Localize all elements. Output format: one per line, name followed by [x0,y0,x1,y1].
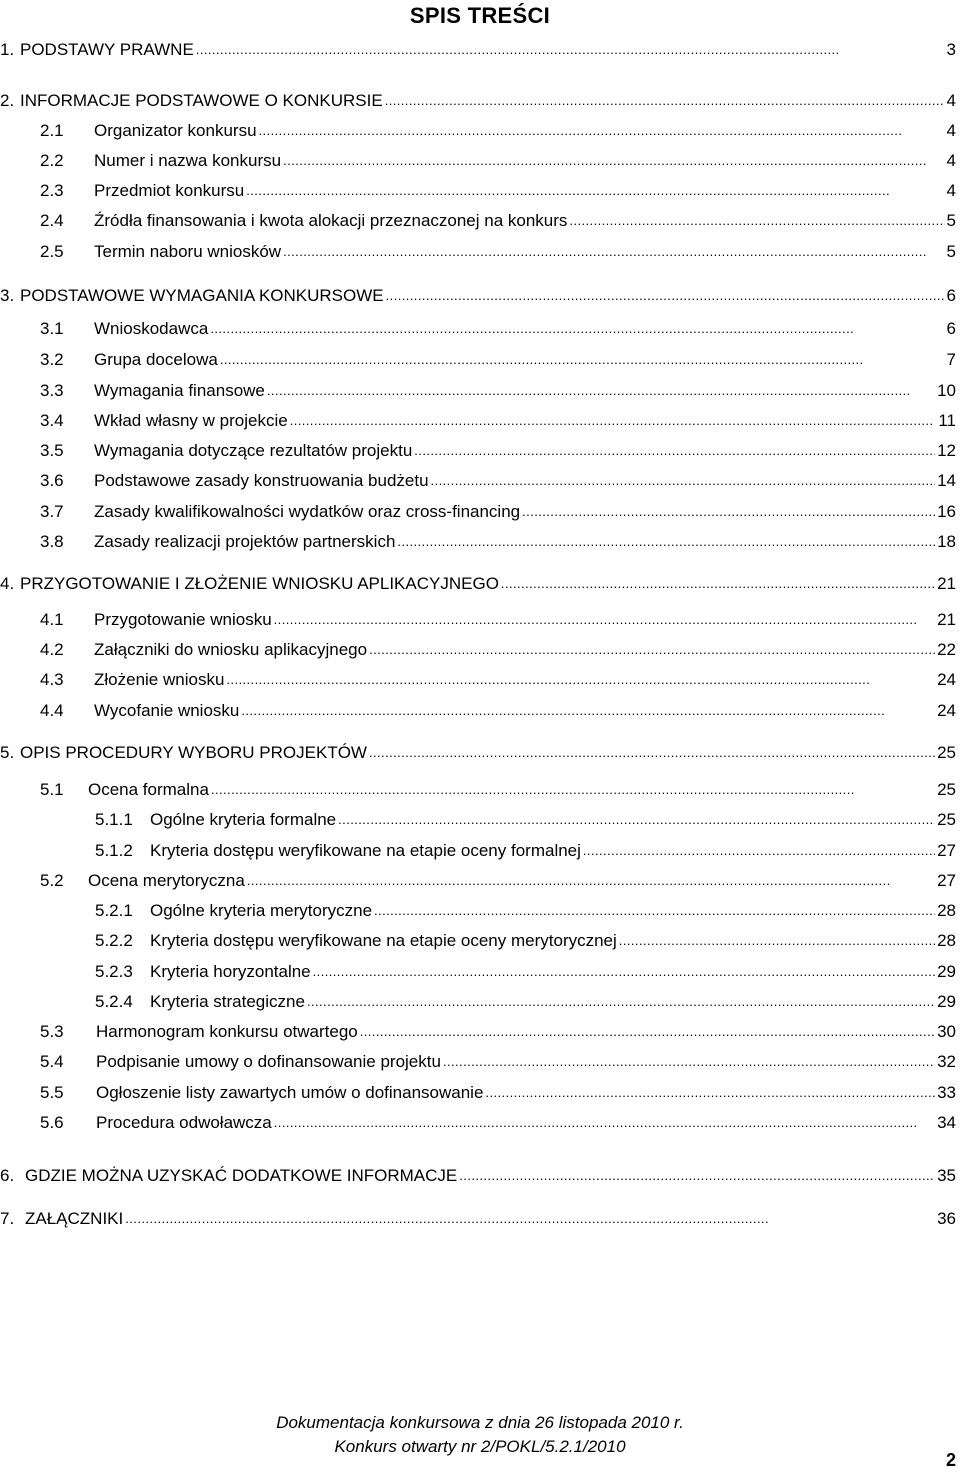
toc-entry[interactable] [0,808,956,832]
toc-leader-dots [267,378,935,403]
toc-entry-number: 5.4 [40,1052,64,1071]
toc-entry-title: Procedura odwoławcza [96,1113,272,1132]
toc-entry-number: 5.3 [40,1022,64,1041]
toc-entry-number: 5.2.1 [95,901,133,920]
toc-entry-page: 4 [946,91,956,110]
toc-entry[interactable] [0,839,956,863]
toc-entry-title: Ogłoszenie listy zawartych umów o dofinansowanie [96,1083,484,1102]
toc-entry-number: 5. [0,743,15,762]
toc-leader-dots [385,88,945,113]
toc-leader-dots [522,499,935,524]
toc-entry-page: 12 [937,441,956,460]
toc-entry-page: 3 [946,40,956,59]
toc-entry-number: 3.2 [40,350,64,369]
toc-leader-dots [210,316,944,341]
toc-entry[interactable] [0,119,956,143]
toc-entry-number: 4.3 [40,670,64,689]
toc-leader-dots [283,239,944,264]
toc-entry-number: 3.1 [40,319,64,338]
toc-entry[interactable] [0,317,956,341]
toc-entry-page: 16 [937,502,956,521]
toc-entry-number: 5.2.2 [95,931,133,950]
toc-entry-title: PRZYGOTOWANIE I ZŁOŻENIE WNIOSKU APLIKACYJNEGO [20,574,499,593]
toc-leader-dots [414,438,935,463]
toc-leader-dots [501,571,935,596]
toc-entry-page: 4 [946,151,956,170]
page-title: SPIS TREŚCI [409,3,551,28]
toc-entry-number: 3.3 [40,381,64,400]
toc-entry-number: 5.6 [40,1113,64,1132]
toc-leader-dots [313,959,935,984]
toc-entry-page: 4 [946,181,956,200]
toc-entry-number: 6. [0,1166,15,1185]
toc-entry[interactable] [0,38,956,62]
toc-leader-dots [360,1019,935,1044]
toc-leader-dots [241,698,935,723]
toc-entry[interactable] [0,572,956,596]
toc-entry-title: Kryteria strategiczne [150,992,305,1011]
toc-entry-page: 5 [946,242,956,261]
toc-entry-title: Ogólne kryteria formalne [150,810,337,829]
toc-leader-dots [459,1163,935,1188]
toc-entry-title: Termin naboru wniosków [94,242,282,261]
toc-entry-number: 4.1 [40,610,64,629]
toc-entry-page: 35 [937,1166,956,1185]
toc-entry-page: 36 [937,1209,956,1228]
toc-entry-page: 29 [937,992,956,1011]
toc-entry-page: 11 [938,411,956,430]
toc-entry-title: Kryteria dostępu weryfikowane na etapie oceny formalnej [150,841,581,860]
toc-entry-page: 18 [937,532,956,551]
toc-entry-number: 4.4 [40,701,64,720]
toc-entry-title: Grupa docelowa [94,350,218,369]
toc-leader-dots [374,898,935,923]
toc-entry[interactable] [0,899,956,923]
toc-entry[interactable] [0,1020,956,1044]
toc-entry[interactable] [0,284,956,308]
toc-leader-dots [397,529,935,554]
toc-entry[interactable] [0,500,956,524]
toc-entry[interactable] [0,699,956,723]
toc-leader-dots [283,148,944,173]
toc-entry-title: Kryteria dostępu weryfikowane na etapie oceny merytorycznej [150,931,617,950]
toc-entry-page: 29 [937,962,956,981]
toc-entry[interactable] [0,608,956,632]
toc-entry[interactable] [0,379,956,403]
toc-entry-number: 3. [0,286,15,305]
toc-entry-title: PODSTAWOWE WYMAGANIA KONKURSOWE [20,286,384,305]
toc-entry-page: 27 [937,871,956,890]
toc-entry[interactable] [0,778,956,802]
toc-entry-number: 2.1 [40,121,64,140]
toc-entry-number: 2.5 [40,242,64,261]
toc-entry-page: 34 [937,1113,956,1132]
toc-entry-number: 3.6 [40,471,64,490]
footer-line-1: Dokumentacja konkursowa z dnia 26 listopada 2010 r. [276,1413,684,1432]
toc-entry-page: 25 [937,810,956,829]
toc-entry[interactable] [0,960,956,984]
toc-entry-page: 14 [937,471,956,490]
toc-entry-page: 4 [946,121,956,140]
page-number: 2 [945,1450,956,1470]
toc-entry-page: 5 [946,211,956,230]
toc-entry-title: Kryteria horyzontalne [150,962,311,981]
toc-entry-title: GDZIE MOŻNA UZYSKAĆ DODATKOWE INFORMACJE [25,1166,458,1185]
toc-entry-page: 32 [937,1052,956,1071]
toc-entry-number: 7. [0,1209,15,1228]
toc-entry-title: Wymagania finansowe [94,381,265,400]
toc-entry-number: 3.4 [40,411,64,430]
toc-entry-number: 1. [0,40,15,59]
toc-entry-page: 33 [937,1083,956,1102]
toc-entry-page: 30 [937,1022,956,1041]
footer-line-2: Konkurs otwarty nr 2/POKL/5.2.1/2010 [334,1437,626,1456]
toc-entry-title: Numer i nazwa konkursu [94,151,282,170]
toc-entry-title: Wnioskodawca [94,319,209,338]
toc-entry-page: 25 [937,743,956,762]
toc-entry-page: 24 [937,701,956,720]
toc-entry-page: 10 [937,381,956,400]
toc-entry-page: 27 [937,841,956,860]
toc-leader-dots [247,868,935,893]
toc-leader-dots [369,637,935,662]
toc-entry-number: 3.7 [40,502,64,521]
toc-entry[interactable] [0,668,956,692]
toc-entry[interactable] [0,89,956,113]
toc-entry-title: Ocena merytoryczna [88,871,245,890]
toc-entry-title: Podstawowe zasady konstruowania budżetu [94,471,429,490]
toc-entry[interactable] [0,209,956,233]
toc-leader-dots [246,178,944,203]
toc-entry[interactable] [0,741,956,765]
toc-entry-title: Wycofanie wniosku [94,701,240,720]
toc-entry[interactable] [0,179,956,203]
toc-entry-number: 2.3 [40,181,64,200]
toc-entry-number: 5.2.4 [95,992,133,1011]
toc-entry-number: 5.2.3 [95,962,133,981]
toc-entry-page: 28 [937,931,956,950]
toc-entry-title: Ocena formalna [88,780,209,799]
toc-leader-dots [290,408,937,433]
toc-entry-page: 21 [937,610,956,629]
toc-entry[interactable] [0,439,956,463]
toc-entry[interactable] [0,469,956,493]
toc-entry-number: 5.2 [40,871,64,890]
toc-leader-dots [431,468,936,493]
toc-entry-page: 28 [937,901,956,920]
toc-entry-number: 4. [0,574,15,593]
toc-entry-title: Podpisanie umowy o dofinansowanie projektu [96,1052,441,1071]
toc-entry-number: 4.2 [40,640,64,659]
toc-entry-title: Organizator konkursu [94,121,257,140]
toc-entry-title: ZAŁĄCZNIKI [25,1209,124,1228]
toc-leader-dots [386,283,945,308]
toc-entry-page: 22 [937,640,956,659]
toc-leader-dots [485,1080,935,1105]
toc-leader-dots [125,1206,935,1231]
toc-entry-title: INFORMACJE PODSTAWOWE O KONKURSIE [20,91,383,110]
toc-entry-title: Załączniki do wniosku aplikacyjnego [94,640,368,659]
toc-entry[interactable] [0,1081,956,1105]
toc-entry-title: Złożenie wniosku [94,670,225,689]
toc-entry-number: 2.2 [40,151,64,170]
toc-entry-page: 6 [946,286,956,305]
toc-entry[interactable] [0,240,956,264]
toc-entry[interactable] [0,929,956,953]
toc-leader-dots [307,989,935,1014]
toc-entry[interactable] [0,1111,956,1135]
toc-entry[interactable] [0,638,956,662]
toc-entry-number: 3.5 [40,441,64,460]
toc-entry[interactable] [0,149,956,173]
toc-entry[interactable] [0,990,956,1014]
toc-entry-title: Przygotowanie wniosku [94,610,272,629]
toc-entry[interactable] [0,1207,956,1231]
toc-entry[interactable] [0,1050,956,1074]
toc-leader-dots [226,667,935,692]
toc-leader-dots [274,1110,935,1135]
toc-leader-dots [338,807,935,832]
toc-leader-dots [369,740,935,765]
toc-leader-dots [583,838,935,863]
toc-leader-dots [259,118,945,143]
toc-entry-number: 5.1 [40,780,64,799]
toc-entry-title: Wkład własny w projekcie [94,411,288,430]
toc-entry-title: Źródła finansowania i kwota alokacji przeznaczonej na konkurs [94,211,568,230]
toc-entry-page: 21 [937,574,956,593]
toc-entry-title: Harmonogram konkursu otwartego [96,1022,358,1041]
toc-entry-title: OPIS PROCEDURY WYBORU PROJEKTÓW [20,743,367,762]
toc-entry[interactable] [0,348,956,372]
toc-leader-dots [274,607,935,632]
toc-entry[interactable] [0,530,956,554]
toc-entry-number: 5.5 [40,1083,64,1102]
toc-entry-title: Zasady realizacji projektów partnerskich [94,532,396,551]
toc-entry-number: 3.8 [40,532,64,551]
toc-entry-number: 2. [0,91,15,110]
toc-leader-dots [443,1049,935,1074]
toc-entry-page: 6 [946,319,956,338]
toc-entry-title: Zasady kwalifikowalności wydatków oraz cross-financing [94,502,521,521]
toc-entry-title: Przedmiot konkursu [94,181,245,200]
toc-entry[interactable] [0,869,956,893]
toc-entry[interactable] [0,1164,956,1188]
toc-entry-page: 25 [937,780,956,799]
toc-leader-dots [619,928,935,953]
toc-entry-title: PODSTAWY PRAWNE [20,40,194,59]
toc-entry[interactable] [0,409,956,433]
toc-entry-number: 5.1.2 [95,841,133,860]
toc-entry-number: 2.4 [40,211,64,230]
toc-leader-dots [211,777,935,802]
toc-entry-title: Wymagania dotyczące rezultatów projektu [94,441,413,460]
toc-entry-page: 24 [937,670,956,689]
toc-entry-title: Ogólne kryteria merytoryczne [150,901,373,920]
toc-leader-dots [196,37,945,62]
toc-entry-number: 5.1.1 [95,810,133,829]
toc-leader-dots [220,347,945,372]
toc-entry-page: 7 [946,350,956,369]
toc-leader-dots [569,208,944,233]
